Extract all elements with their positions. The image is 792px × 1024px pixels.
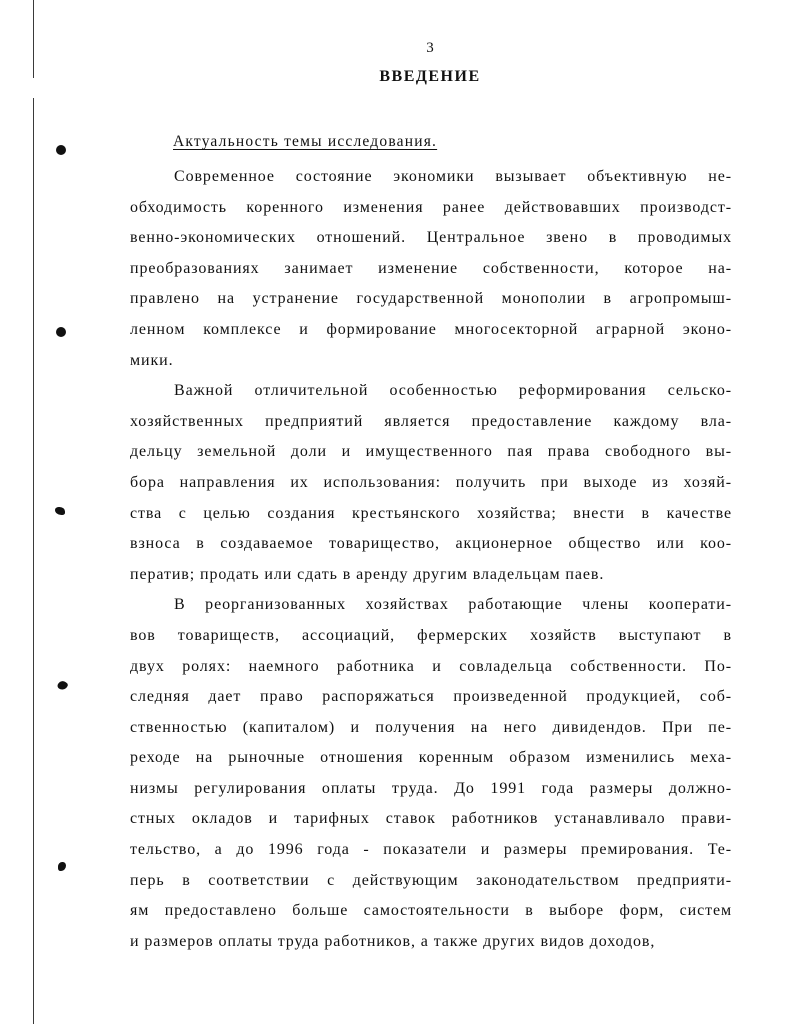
body-text bbox=[130, 162, 732, 957]
paragraph-line: двух ролях: наемного работника и совладельца собственности. По- bbox=[130, 657, 732, 675]
paragraph-line: перь в соответствии с действующим законодательством предприяти- bbox=[130, 871, 732, 889]
paragraph-line: обходимость коренного изменения ранее действовавших производст- bbox=[130, 198, 732, 216]
paragraph-line: следняя дает право распоряжаться произведенной продукцией, соб- bbox=[130, 688, 732, 706]
paragraph-line: тельство, а до 1996 года - показатели и размеры премирования. Те- bbox=[130, 841, 732, 859]
scan-blot-mark bbox=[56, 679, 69, 692]
page-number: 3 bbox=[426, 40, 434, 56]
paragraph-line: бора направления их использования: получить при выходе из хозяй- bbox=[130, 473, 732, 491]
paragraph-line: вов товариществ, ассоциаций, фермерских хозяйств выступают в bbox=[130, 626, 732, 644]
paragraph-line: ственностью (капиталом) и получения на него дивидендов. При пе- bbox=[130, 718, 732, 736]
paragraph-line: правлено на устранение государственной монополии в агропромыш- bbox=[130, 290, 732, 308]
paragraph-line: венно-экономических отношений. Центральное звено в проводимых bbox=[130, 229, 732, 247]
scan-blot-mark bbox=[55, 507, 65, 515]
paragraph-line: дельцу земельной доли и имущественного пая права свободного вы- bbox=[130, 443, 732, 461]
paragraph-line: ям предоставлено больше самостоятельности в выборе форм, систем bbox=[130, 902, 732, 920]
paragraph-line: взноса в создаваемое товарищество, акционерное общество или коо- bbox=[130, 535, 732, 553]
paragraph-line: стных окладов и тарифных ставок работников устанавливало прави- bbox=[130, 810, 732, 828]
paragraph-line: ператив; продать или сдать в аренду другим владельцам паев. bbox=[130, 565, 605, 583]
paragraph-line: и размеров оплаты труда работников, а также других видов доходов, bbox=[130, 932, 656, 950]
page-title: ВВЕДЕНИЕ bbox=[379, 68, 481, 85]
scan-blot-mark bbox=[58, 862, 66, 871]
paragraph-line: ленном комплексе и формирование многосекторной аграрной эконо- bbox=[130, 320, 732, 338]
paragraph-line: мики. bbox=[130, 351, 174, 369]
section-subheading: Актуальность темы исследования. bbox=[173, 133, 438, 150]
paragraph-line: преобразованиях занимает изменение собственности, которое на- bbox=[130, 259, 732, 277]
paragraph-line: ства с целью создания крестьянского хозяйства; внести в качестве bbox=[130, 504, 732, 522]
paragraph-line: реходе на рыночные отношения коренным образом изменились меха- bbox=[130, 749, 732, 767]
paragraph-line: хозяйственных предприятий является предоставление каждому вла- bbox=[130, 412, 732, 430]
punch-hole-mark bbox=[56, 145, 66, 155]
paragraph-line: Современное состояние экономики вызывает объективную не- bbox=[174, 168, 732, 185]
paragraph-line: низмы регулирования оплаты труда. До 1991 года размеры должно- bbox=[130, 779, 732, 797]
scan-edge-line bbox=[33, 0, 34, 1024]
paragraph-line: Важной отличительной особенностью реформирования сельско- bbox=[174, 382, 732, 400]
punch-hole-mark bbox=[56, 327, 66, 337]
paragraph-line: В реорганизованных хозяйствах работающие члены кооперати- bbox=[174, 596, 732, 614]
